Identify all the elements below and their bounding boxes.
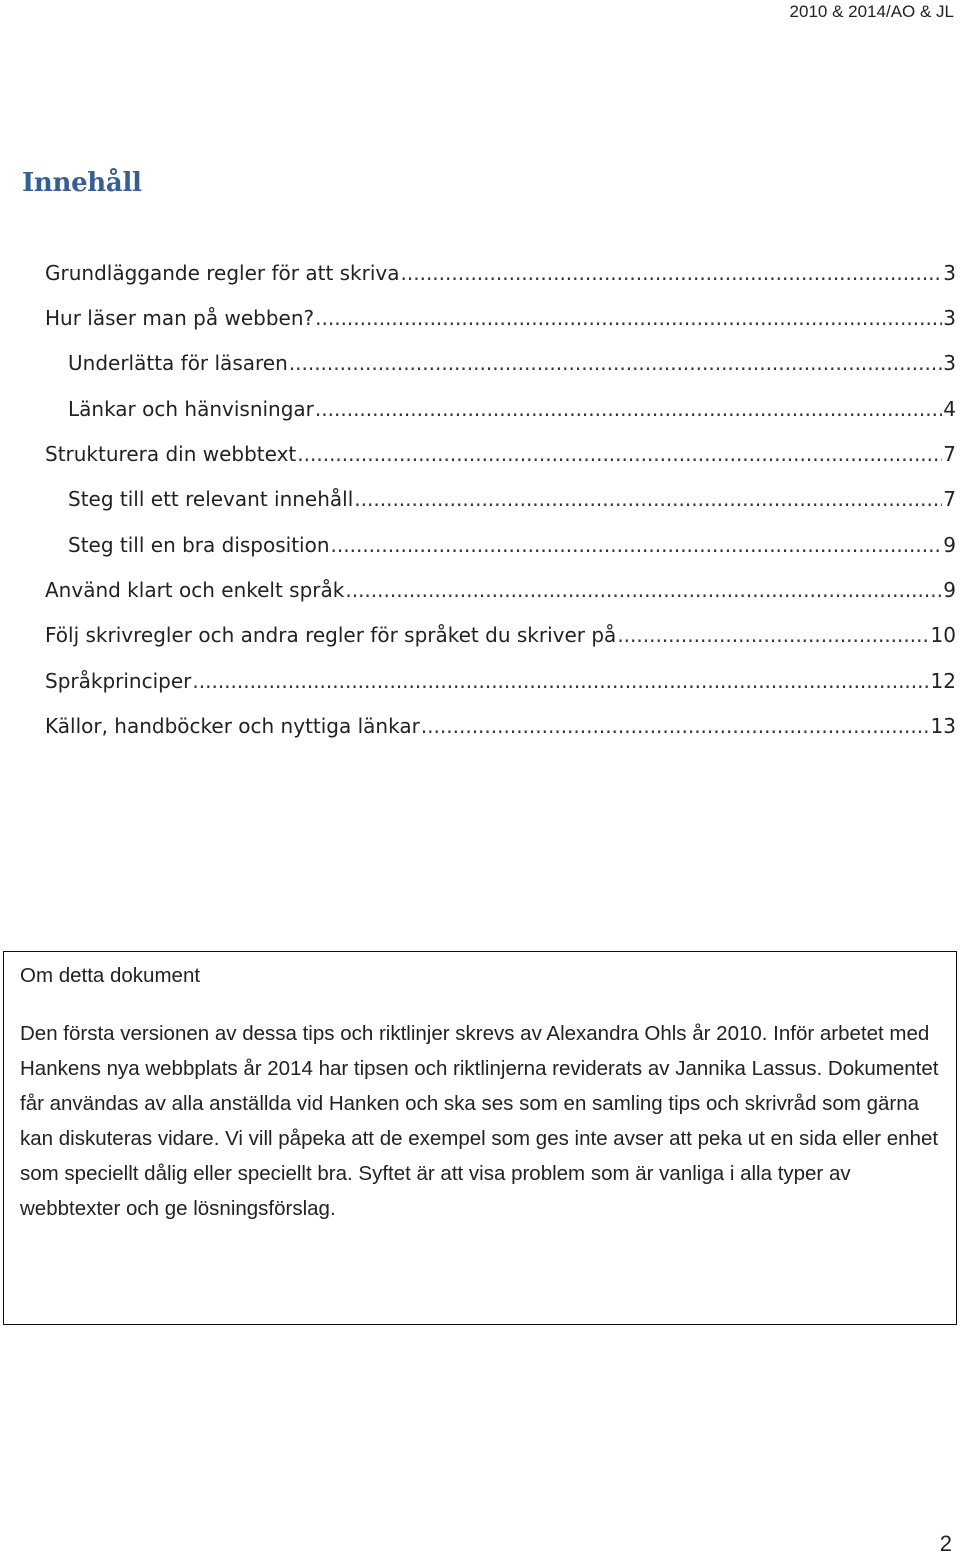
toc-entry-page: 3 <box>943 351 956 375</box>
toc-entry[interactable] <box>0 612 960 648</box>
toc-entry-page: 9 <box>943 533 956 557</box>
toc-entry-label: Steg till ett relevant innehåll <box>68 487 354 511</box>
about-body-text: Den första versionen av dessa tips och riktlinjer skrevs av Alexandra Ohls år 2010. Inför arbetet med Hankens nya webbplats år 2014 har tipsen och riktlinjerna reviderats av Jannika Lassus. Dokumentet får användas av alla anställda vid Hanken och ska ses som en samling tips och skrivråd som gärna kan diskuteras vidare. Vi vill påpeka att de exempel som ges inte avser att peka ut en sida eller enhet som speciellt dålig eller speciellt bra. Syftet är att visa problem som är vanliga i alla typer av webbtexter och ge lösningsförslag. <box>20 1022 939 1220</box>
toc-entry-page: 7 <box>943 487 956 511</box>
toc-entry[interactable] <box>0 476 960 512</box>
toc-leader-dots <box>297 441 942 467</box>
about-document-box <box>3 951 957 1325</box>
page-header: 2010 & 2014/AO & JL <box>789 2 954 21</box>
toc-entry-page: 9 <box>943 578 956 602</box>
toc-entry-label: Steg till en bra disposition <box>68 533 330 557</box>
toc-entry-page: 12 <box>930 669 956 693</box>
toc-leader-dots <box>315 305 942 331</box>
toc-entry-label: Strukturera din webbtext <box>45 442 297 466</box>
toc-leader-dots <box>331 532 943 558</box>
toc-entry-label: Underlätta för läsaren <box>68 351 288 375</box>
toc-entry-page: 3 <box>943 261 956 285</box>
toc-leader-dots <box>617 622 929 648</box>
toc-leader-dots <box>289 350 943 376</box>
toc-title: Innehåll <box>22 168 142 198</box>
toc-leader-dots <box>354 486 942 512</box>
toc-entry-page: 13 <box>930 714 956 738</box>
toc-leader-dots <box>192 668 929 694</box>
page-number: 2 <box>939 1531 952 1556</box>
toc-entry[interactable] <box>0 386 960 422</box>
toc-entry[interactable] <box>0 431 960 467</box>
toc-entry-label: Språkprinciper <box>45 669 192 693</box>
toc-entry-label: Grundläggande regler för att skriva <box>45 261 400 285</box>
toc-entry-label: Källor, handböcker och nyttiga länkar <box>45 714 420 738</box>
toc-entry[interactable] <box>0 567 960 603</box>
toc-leader-dots <box>401 260 943 286</box>
toc-leader-dots <box>421 713 930 739</box>
toc-entry-label: Hur läser man på webben? <box>45 306 315 330</box>
about-title: Om detta dokument <box>20 964 201 987</box>
toc-leader-dots <box>345 577 942 603</box>
toc-entry-page: 10 <box>930 623 956 647</box>
toc-entry[interactable] <box>0 340 960 376</box>
toc-leader-dots <box>315 396 942 422</box>
toc-entry[interactable] <box>0 522 960 558</box>
toc-entry-page: 3 <box>943 306 956 330</box>
toc-entry[interactable] <box>0 658 960 694</box>
toc-entry[interactable] <box>0 295 960 331</box>
toc-entry-page: 4 <box>943 397 956 421</box>
toc-entry[interactable] <box>0 703 960 739</box>
toc-entry-label: Följ skrivregler och andra regler för språket du skriver på <box>45 623 617 647</box>
toc-entry-label: Länkar och hänvisningar <box>68 397 314 421</box>
toc-entry-page: 7 <box>943 442 956 466</box>
toc-entry-label: Använd klart och enkelt språk <box>45 578 345 602</box>
toc-entry[interactable] <box>0 250 960 286</box>
